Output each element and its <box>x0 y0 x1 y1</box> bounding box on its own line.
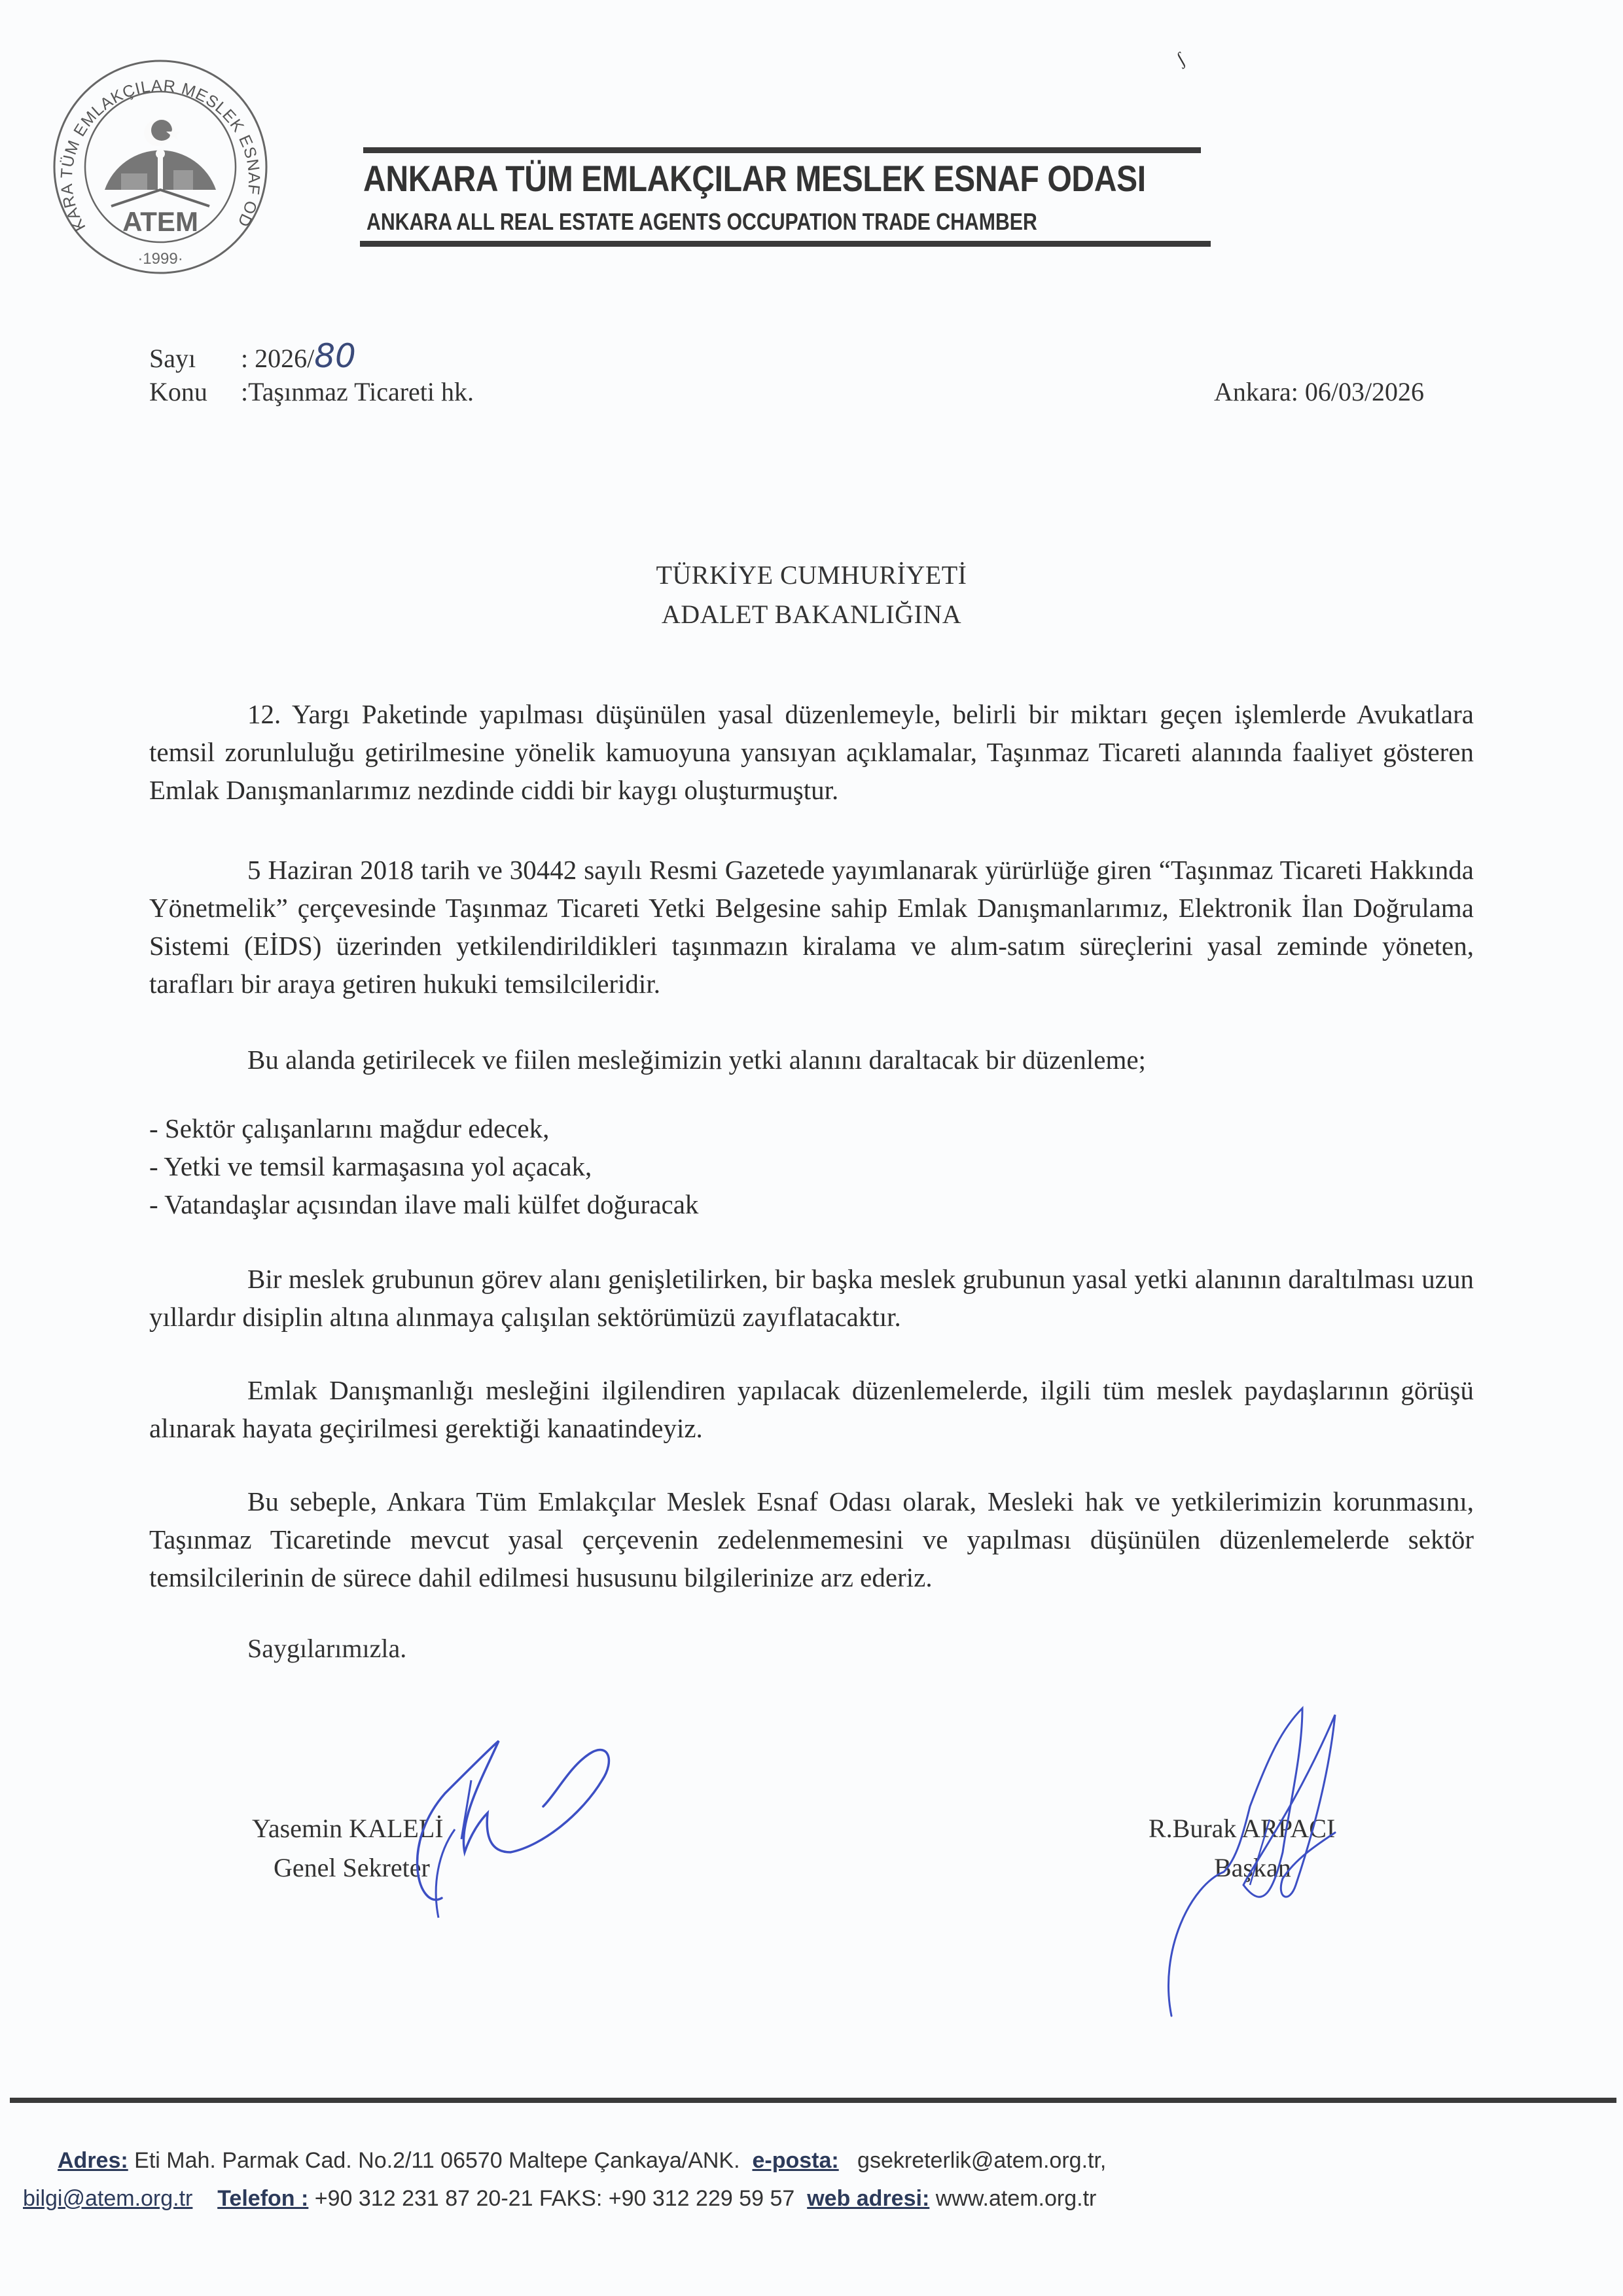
body-paragraph-6: Bu sebeple, Ankara Tüm Emlakçılar Meslek Esnaf Odası olarak, Mesleki hak ve yetkilerimizin korunmasını, Taşınmaz Ticaretinde mevcut yasal çerçevenin zedelenmemesini ve yapılması düşünülen düzenlemelerde sektör temsilcilerinin de sürece dahil edilmesi hususunu bilgilerinize arz ederiz. <box>149 1486 1474 1592</box>
phone-label: Telefon : <box>217 2186 309 2211</box>
letterhead-title: ANKARA TÜM EMLAKÇILAR MESLEK ESNAF ODASI <box>363 158 1146 199</box>
sayi-handwritten-number: 80 <box>314 337 356 375</box>
email-link-1[interactable]: gsekreterlik@atem.org.tr, <box>857 2148 1107 2173</box>
body-paragraph-3: Bu alanda getirilecek ve fiilen mesleğimizin yetki alanını daraltacak bir düzenleme; <box>247 1045 1146 1075</box>
letterhead-subtitle: ANKARA ALL REAL ESTATE AGENTS OCCUPATION TRADE CHAMBER <box>366 208 1037 235</box>
body-paragraph-4: Bir meslek grubunun görev alanı genişletilirken, bir başka meslek grubunun yasal yetki alanının daraltılması uzun yıllardır disiplin altına alınmaya çalışılan sektörümüzü zayıflatacaktır. <box>149 1264 1474 1332</box>
signatory-1-title: Genel Sekreter <box>274 1853 430 1882</box>
scan-mark-icon: ʃ <box>1173 48 1189 70</box>
web-link[interactable]: www.atem.org.tr <box>935 2186 1097 2211</box>
logo-emblem-icon <box>49 56 272 278</box>
address-label: Adres: <box>58 2148 128 2173</box>
logo-year: ·1999· <box>137 250 183 268</box>
body-paragraph-1: 12. Yargı Paketinde yapılması düşünülen yasal düzenlemeyle, belirli bir miktarı geçen işlemlerde Avukatlara temsil zorunluluğu getirilmesine yönelik kamuoyuna yansıyan açıklamalar, Taşınmaz Ticareti alanında faaliyet gösteren Emlak Danışmanlarımız nezdinde ciddi bir kaygı oluşturmuştur. <box>149 699 1474 805</box>
logo-ring-text: KARA TÜM EMLAKÇILAR MESLEK ESNAF OD <box>57 77 264 235</box>
web-label: web adresi: <box>807 2186 930 2211</box>
signatory-1-name: Yasemin KALELİ <box>252 1814 444 1843</box>
header-top-rule <box>363 147 1201 153</box>
bullet-item: - Yetki ve temsil karmaşasına yol açacak, <box>149 1151 592 1181</box>
signatory-2-title: Başkan <box>1214 1853 1291 1882</box>
body-paragraph-2: 5 Haziran 2018 tarih ve 30442 sayılı Resmi Gazetede yayımlanarak yürürlüğe giren “Taşınmaz Ticareti Hakkında Yönetmelik” çerçevesinde Taşınmaz Ticareti Yetki Belgesine sahip Emlak Danışmanlarımız, Elektronik İlan Doğrulama Sistemi (EİDS) üzerinden yetkilendirildikleri taşınmazın kiralama ve alım-satım süreçlerini yasal zeminde yöneten, tarafları bir araya getiren hukuki temsilcileridir. <box>149 855 1474 999</box>
logo-acronym: ATEM <box>122 206 198 237</box>
document-date: Ankara: 06/03/2026 <box>1214 377 1425 406</box>
email-link-2[interactable]: bilgi@atem.org.tr <box>23 2186 193 2211</box>
footer-line-2 <box>23 2186 1096 2212</box>
bullet-item: - Vatandaşlar açısından ilave mali külfet doğuracak <box>149 1189 699 1219</box>
recipient-line-2: ADALET BAKANLIĞINA <box>661 600 962 629</box>
address-value: Eti Mah. Parmak Cad. No.2/11 06570 Maltepe Çankaya/ANK. <box>134 2148 740 2173</box>
closing-text: Saygılarımızla. <box>247 1634 407 1663</box>
footer-line-1 <box>58 2148 1106 2174</box>
body-paragraph-5: Emlak Danışmanlığı mesleğini ilgilendiren yapılacak düzenlemelerde, ilgili tüm meslek paydaşlarının görüşü alınarak hayata geçirilmesi gerektiği kanaatindeyiz. <box>149 1375 1474 1443</box>
phone-value: +90 312 231 87 20-21 FAKS: +90 312 229 59 57 <box>314 2186 795 2211</box>
signatory-2-name: R.Burak ARPACI <box>1149 1814 1336 1843</box>
bullet-item: - Sektör çalışanlarını mağdur edecek, <box>149 1113 550 1143</box>
email-label: e-posta: <box>752 2148 839 2173</box>
sayi-line <box>149 337 356 375</box>
sayi-value: : 2026/ <box>241 344 315 373</box>
konu-label: Konu <box>149 377 207 406</box>
konu-value: :Taşınmaz Ticareti hk. <box>241 377 474 406</box>
footer-rule <box>10 2098 1616 2103</box>
sayi-label: Sayı <box>149 344 196 373</box>
atem-logo-seal <box>49 56 272 278</box>
signature-2-icon <box>1139 1702 1400 2029</box>
signature-1-icon <box>327 1702 641 1950</box>
konu-line <box>149 376 474 407</box>
recipient-line-1: TÜRKİYE CUMHURİYETİ <box>656 560 967 590</box>
header-bottom-rule <box>360 241 1211 247</box>
